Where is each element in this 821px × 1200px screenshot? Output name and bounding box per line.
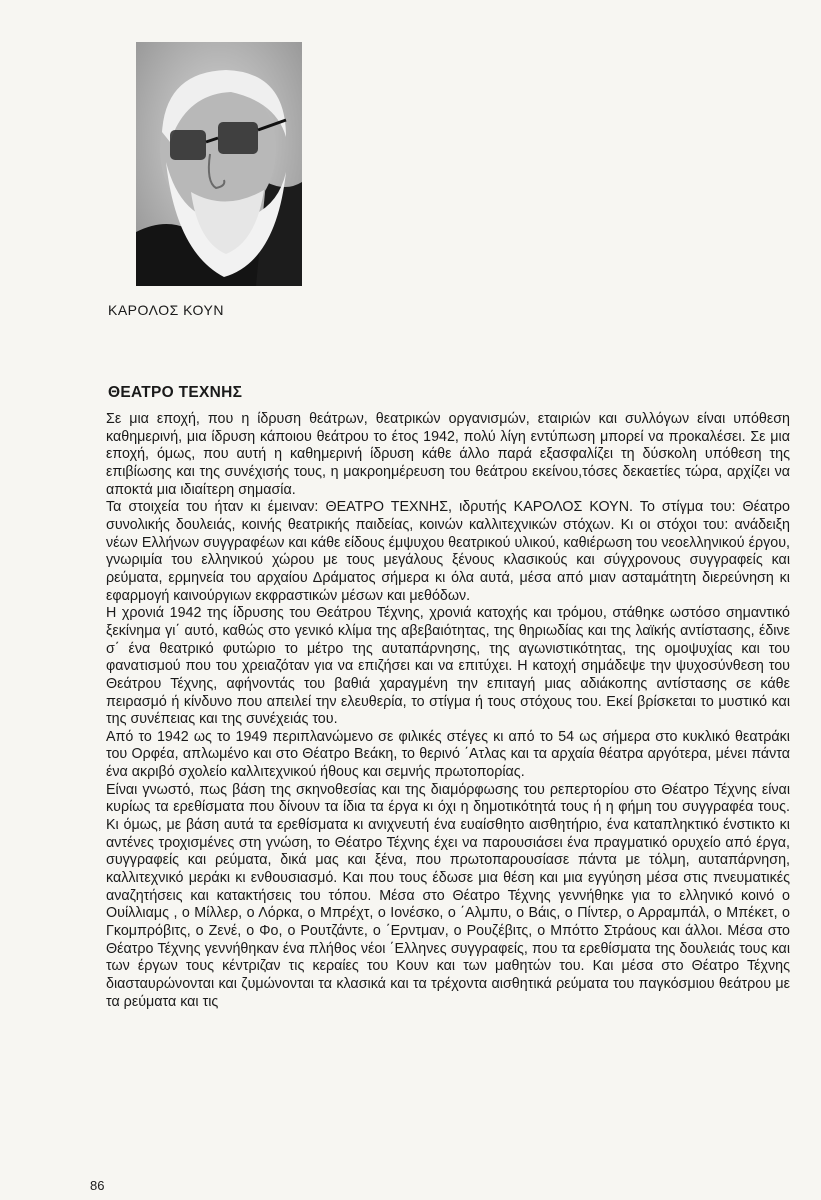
page-number: 86: [90, 1178, 105, 1193]
paragraph: Σε μια εποχή, που η ίδρυση θεάτρων, θεατρικών οργανισμών, εταιριών και συλλόγων είναι υπόθεση καθημερινή, μια ίδρυση κάποιου θεάτρου το έτος 1942, πολύ λίγη εντύπωση μπορεί να προκαλέσει. Σε μια εποχή, όμως, που αυτή η καθημερινή ίδρυση κάθε άλλο παρά εξασφαλίζει τη δύσκολη υπόθεση της επιβίωσης και της συνέχισής τους, η μακροημέρευση του θεάτρου εκείνου,τόσες δεκαετίες τώρα, αρχίζει να αποκτά μια ιδιαίτερη σημασία.: [106, 411, 790, 498]
paragraph: Η χρονιά 1942 της ίδρυσης του Θεάτρου Τέχνης, χρονιά κατοχής και τρόμου, στάθηκε ωστόσο σημαντικό ξεκίνημα γι΄ αυτό, καθώς στο γενικό κλίμα της αβεβαιότητας, της θηριωδίας και της λαϊκής αντίστασης, έδινε σ΄ ένα θεατρικό φυτώριο το μέτρο της αυταπάρνησης, της αγωνιστικότητας, της ομοψυχίας και του φανατισμού που του χρειαζόταν για να επιζήσει και να επιτύχει. Η κατοχή σημάδεψε την ψυχοσύνθεση του Θεάτρου Τέχνης, αφήνοντάς του βαθιά χαραγμένη την επιταγή μιας αδιάκοπης αντίστασης σε κάθε πειρασμό ή κίνδυνο που απειλεί την ελευθερία, το στίγμα ή τους στόχους του. Εκεί βρίσκεται το μυστικό και της συνέπειας και της συνέχειάς του.: [106, 605, 790, 728]
article-body: [106, 411, 790, 1011]
photo-caption: ΚΑΡΟΛΟΣ ΚΟΥΝ: [108, 302, 224, 318]
section-heading: ΘΕΑΤΡΟ ΤΕΧΝΗΣ: [108, 384, 243, 401]
portrait-photo: [136, 42, 302, 286]
paragraph: Από το 1942 ως το 1949 περιπλανώμενο σε φιλικές στέγες κι από το 54 ως σήμερα στο κυκλικό θεατράκι του Ορφέα, απλωμένο και στο Θέατρο Βεάκη, το θερινό ΄Ατλας και τα αρχαία θέατρα αργότερα, μένει πάντα ένα ακριβό σχολείο καλλιτεχνικού ήθους και σεμνής πρωτοπορίας.: [106, 728, 790, 781]
portrait-icon: [136, 42, 302, 286]
paragraph: Τα στοιχεία του ήταν κι έμειναν: ΘΕΑΤΡΟ ΤΕΧΝΗΣ, ιδρυτής ΚΑΡΟΛΟΣ ΚΟΥΝ. Το στίγμα του: Θέατρο συνολικής δουλειάς, κοινής θεατρικής παιδείας, κοινών καλλιτεχνικών στόχων. Κι οι στόχοι του: ανάδειξη νέων Ελλήνων συγγραφέων και κάθε είδους έμψυχου θεατρικού υλικού, καθιέρωση του νεοελληνικού έργου, γνωριμία του ελληνικού χώρου με τους μεγάλους ξένους κλασικούς και σύγχρονους συγγραφείς και ρεύματα, ερμηνεία του αρχαίου Δράματος σήμερα κι όλα αυτά, μέσα από μιαν ασταμάτητη διερεύνηση κι εφαρμογή καινούργιων εκφραστικών μέσων και μεθόδων.: [106, 499, 790, 604]
paragraph: Είναι γνωστό, πως βάση της σκηνοθεσίας και της διαμόρφωσης του ρεπερτορίου στο Θέατρο Τέχνης είναι κυρίως τα ερεθίσματα που δίνουν τα ίδια τα έργα κι όχι η δημοτικότητά τους ή η φήμη του συγγραφέα τους. Κι όμως, με βάση αυτά τα ερεθίσματα κι ανιχνευτή ένα ευαίσθητο αισθητήριο, ένα καταπληκτικό ένστικτο κι αντένες τροχισμένες στη γνώση, το Θέατρο Τέχνης έχει να παρουσιάσει ένα πραγματικό ορυχείο από έργα, συγγραφείς και ρεύματα, δικά μας και ξένα, που πρωτοπαρουσίασε πάντα με τόλμη, αυταπάρνηση, καλλιτεχνικό μεράκι κι ενθουσιασμό. Και που τους έδωσε μια θέση και μια εγγύηση μέσα στις πνευματικές αναζητήσεις και κατακτήσεις του τόπου. Μέσα στο Θέατρο Τέχνης γεννήθηκε για το ελληνικό κοινό ο Ουίλλιαμς , ο Μίλλερ, ο Λόρκα, ο Μπρέχτ, ο Ιονέσκο, ο ΄Αλμπυ, ο Βάις, ο Πίντερ, ο Αρραμπάλ, ο Μπέκετ, ο Γκομπρόβιτς, ο Ζενέ, ο Φο, ο Ρουτζάντε, ο ΄Ερντμαν, ο Ρουζέβιτς, ο Μπόττο Στράους και άλλοι. Μέσα στο Θέατρο Τέχνης γεννήθηκαν ένα πλήθος νέοι ΄Ελληνες συγγραφείς, που τα ερεθίσματα της δουλειάς τους και των έργων τους κέντριζαν τις κεραίες του Κουν και των μαθητών του. Και μέσα στο Θέατρο Τέχνης διασταυρώνονται και ζυμώνονται τα κλασικά και τα τρέχοντα αισθητικά ρεύματα του παγκόσμιου θεάτρου με τα ρεύματα και τις: [106, 781, 790, 1010]
